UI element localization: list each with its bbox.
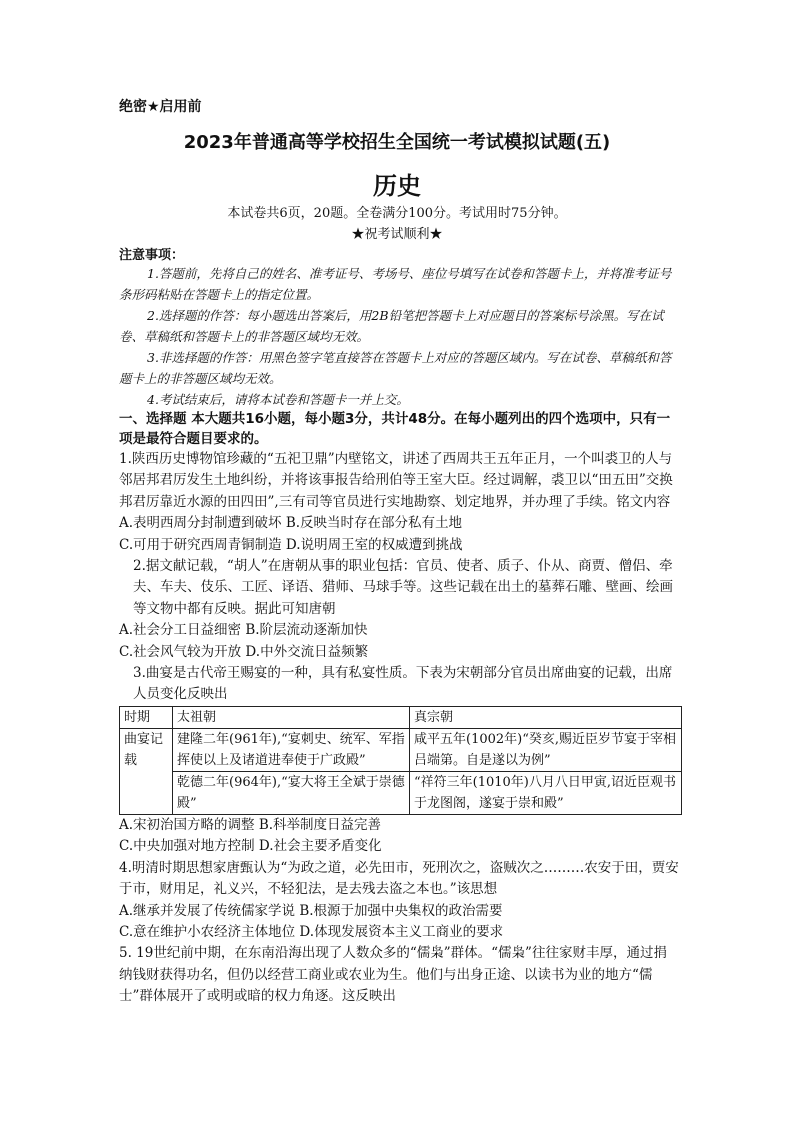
question-4-options-ab: A.继承并发展了传统儒家学说 B.根源于加强中央集权的政治需要 bbox=[119, 902, 503, 919]
question-1-stem: 1.陕西历史博物馆珍藏的“五祀卫鼎”内壁铭文，讲述了西周共王五年正月，一个叫裘卫的人与邻居邦君厉发生土地纠纷，并将该事报告给刑伯等王室大臣。经过调解，裘卫以“田五田”交换邦君厉靠近水源的田四田”,三有司等官员进行实地勘察、划定地界，并办理了手续。铭文内容 bbox=[119, 451, 673, 510]
question-2-options-cd: C.社会风气较为开放 D.中外交流日益频繁 bbox=[119, 643, 369, 660]
question-2-stem: 2.据文献记载，“胡人”在唐朝从事的职业包括：官员、使者、质子、仆从、商贾、僧侣、牵夫、车夫、伎乐、工匠、译语、猎师、马球手等。这些记载在出土的墓葬石雕、壁画、绘画等文物中都有反映。据此可知唐朝 bbox=[133, 558, 673, 617]
table-header-zhenzong: 真宗朝 bbox=[410, 706, 682, 728]
section-heading: 一、选择题 本大题共16小题，每小题3分，共计48分。在每小题列出的四个选项中，只有一项是最符合题目要求的。 bbox=[119, 411, 671, 447]
question-3-stem: 3.曲宴是古代帝王赐宴的一种，具有私宴性质。下表为宋朝部分官员出席曲宴的记载，出席人员变化反映出 bbox=[133, 665, 673, 703]
confidential-mark: 绝密★启用前 bbox=[119, 99, 202, 115]
notice-item: 2.选择题的作答：每小题选出答案后，用2B铅笔把答题卡上对应题目的答案标号涂黑。写在试卷、草稿纸和答题卡上的非答题区域均无效。 bbox=[119, 308, 664, 344]
questions bbox=[119, 449, 679, 1008]
good-luck-line: ★祝考试顺利★ bbox=[351, 227, 443, 242]
question-1-options-ab: A.表明西周分封制遭到破坏 B.反映当时存在部分私有土地 bbox=[119, 515, 463, 532]
table-cell: “祥符三年(1010年)八月八日甲寅,诏近臣观书于龙图阁，遂宴于崇和殿” bbox=[410, 771, 682, 814]
notice-item: 1.答题前，先将自己的姓名、准考证号、考场号、座位号填写在试卷和答题卡上，并将准考证号条形码粘贴在答题卡上的指定位置。 bbox=[119, 266, 672, 302]
subject-title: 历史 bbox=[373, 172, 421, 200]
table-cell: 乾德二年(964年),“宴大将王全斌于崇德殿” bbox=[173, 771, 410, 814]
exam-title: 2023年普通高等学校招生全国统一考试模拟试题(五) bbox=[183, 132, 611, 153]
table-cell: 建隆二年(961年),“宴刺史、统军、军指挥使以上及诸道进奉使于广政殿” bbox=[173, 728, 410, 771]
question-4-stem: 4.明清时期思想家唐甄认为“为政之道，必先田市，死刑次之，盗贼次之………农安于田，贾安于市，财用足，礼义兴，不轻犯法，是去残去盗之本也。”该思想 bbox=[119, 859, 679, 898]
banquet-table bbox=[119, 706, 682, 815]
notice-item: 4.考试结束后，请将本试卷和答题卡一并上交。 bbox=[147, 392, 409, 407]
question-1-options-cd: C.可用于研究西周青铜制造 D.说明周王室的权威遭到挑战 bbox=[119, 536, 463, 553]
question-3-options-ab: A.宋初治国方略的调整 B.科举制度日益完善 bbox=[119, 816, 382, 833]
notice-heading: 注意事项： bbox=[119, 248, 185, 263]
notice-list bbox=[119, 263, 679, 410]
question-2-options-ab: A.社会分工日益细密 B.阶层流动逐渐加快 bbox=[119, 622, 368, 639]
question-3-options-cd: C.中央加强对地方控制 D.社会主要矛盾变化 bbox=[119, 838, 382, 855]
table-row-label: 曲宴记载 bbox=[120, 728, 173, 814]
notice-item: 3.非选择题的作答：用黑色签字笔直接答在答题卡上对应的答题区域内。写在试卷、草稿纸和答题卡上的非答题区域均无效。 bbox=[119, 350, 672, 386]
question-4-options-cd: C.意在维护小农经济主体地位 D.体现发展资本主义工商业的要求 bbox=[119, 923, 504, 940]
table-header-taizu: 太祖朝 bbox=[173, 706, 410, 728]
table-header-period: 时期 bbox=[120, 706, 173, 728]
table-header-row bbox=[120, 706, 682, 728]
table-row bbox=[120, 771, 682, 814]
exam-info: 本试卷共6页，20题。全卷满分100分。考试用时75分钟。 bbox=[227, 206, 567, 221]
question-5-stem: 5. 19世纪前中期，在东南沿海出现了人数众多的“儒枭”群体。“儒枭”往往家财丰厚，通过捐纳钱财获得功名，但仍以经营工商业或农业为生。他们与出身正途、以读书为业的地方“儒士”群体展开了或明或暗的权力角逐。这反映出 bbox=[119, 945, 667, 1005]
table-cell: 咸平五年(1002年)“癸亥,赐近臣岁节宴于宰相吕端第。自是遂以为例” bbox=[410, 728, 682, 771]
table-row bbox=[120, 728, 682, 771]
